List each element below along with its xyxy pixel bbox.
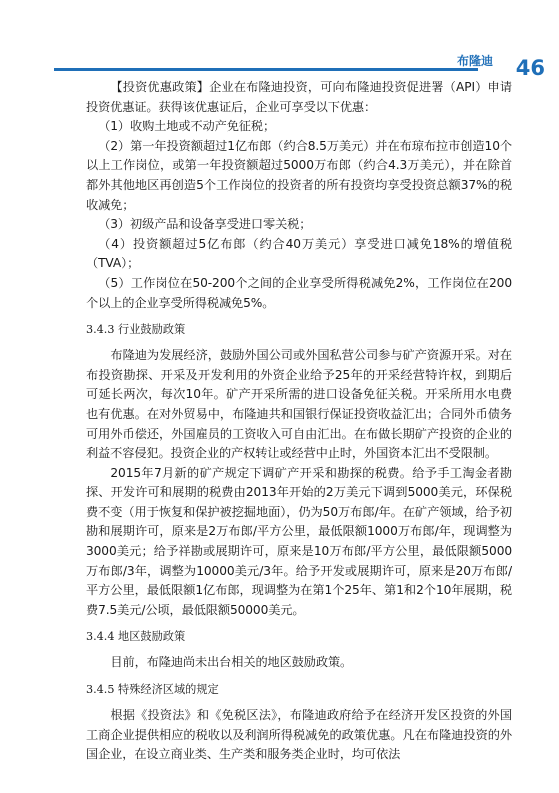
list-item: （1）收购土地或不动产免征税；	[98, 119, 276, 134]
list-item: （3）初级产品和设备享受进口零关税；	[98, 217, 312, 232]
page-number: 46	[515, 56, 545, 80]
section-heading: 3.4.5 特殊经济区域的规定	[86, 683, 219, 697]
section-heading: 3.4.3 行业鼓励政策	[86, 323, 186, 337]
list-item: （4）投资额超过5亿布郎（约合40万美元）享受进口减免18%的增值税（TVA）；	[86, 236, 512, 271]
paragraph-investment-policy: 【投资优惠政策】企业在布隆迪投资，可向布隆迪投资促进署（API）申请投资优惠证。获得该优惠证后，企业可享受以下优惠：	[86, 80, 512, 114]
list-item: （5）工作岗位在50-200个之间的企业享受所得税减免2%，工作岗位在200个以上的企业享受所得税减免5%。	[86, 275, 512, 310]
paragraph: 2015年7月新的矿产规定下调矿产开采和勘探的税费。给予手工淘金者勘探、开发许可和展期的税费由2013年开始的2万美元下调到5000美元，环保税费不变（用于恢复和保护被挖掘地面），仍为50万布郎/年。在矿产领域，给予初勘和展期许可，原来是2万布郎/平方公里，最低限额1000万布郎/年，现调整为3000美元；给予祥勘或展期许可，原来是10万布郎/平方公里，最低限额5000万布郎/3年，调整为10000美元/3年。给予开发或展期许可，原来是20万布郎/平方公里，最低限额1亿布郎，现调整为在第1个25年、第1和2个10年展期，税费7.5美元/公顷，最低限额50000美元。	[86, 465, 512, 617]
paragraph: 目前，布隆迪尚未出台相关的地区鼓励政策。	[110, 655, 353, 670]
header-brand: 布隆迪	[456, 54, 493, 68]
paragraph: 布隆迪为发展经济，鼓励外国公司或外国私营公司参与矿产资源开采。对在布投资勘探、开采及开发利用的外资企业给予25年的开采经营特许权，到期后可延长两次，每次10年。矿产开采所需的进口设备免征关税。开采所用水电费也有优惠。在对外贸易中，布隆迪共和国银行保证投资收益汇出；合同外币债务可用外币偿还，外国雇员的工资收入可自由汇出。在布做长期矿产投资的企业的利益不容侵犯。投资企业的产权转让或经营中止时，外国资本汇出不受限制。	[86, 348, 512, 461]
page-content	[86, 78, 512, 765]
paragraph: 根据《投资法》和《免税区法》，布隆迪政府给予在经济开发区投资的外国工商企业提供相应的税收以及利润所得税减免的政策优惠。凡在布隆迪投资的外国企业，在设立商业类、生产类和服务类企业时，均可依法	[86, 708, 512, 762]
section-heading: 3.4.4 地区鼓励政策	[86, 630, 186, 644]
list-item: （2）第一年投资额超过1亿布郎（约合8.5万美元）并在布琼布拉市创造10个以上工作岗位，或第一年投资额超过5000万布郎（约合4.3万美元），并在除首都外其他地区再创造5个工作岗位的投资者的所有投资均享受投资总额37%的税收减免；	[86, 138, 512, 212]
header-rule	[54, 68, 478, 71]
